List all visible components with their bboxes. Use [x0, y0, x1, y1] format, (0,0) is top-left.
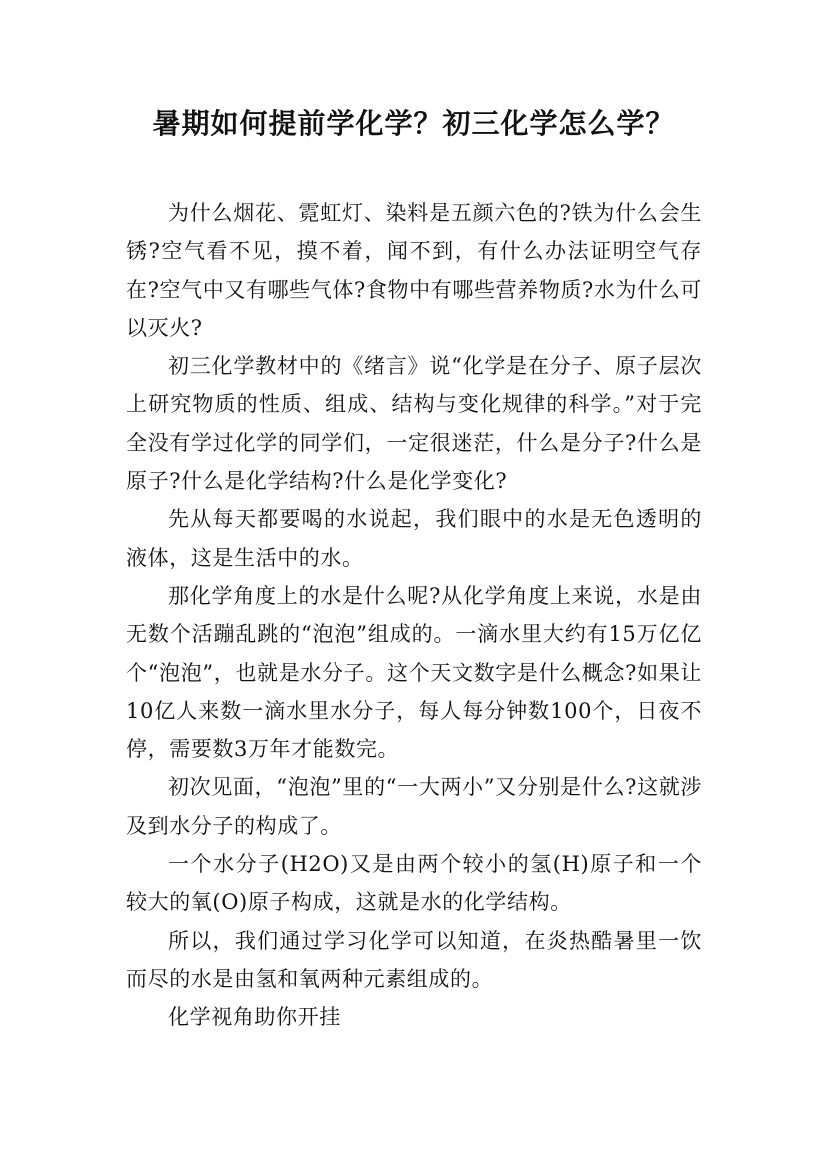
paragraph-5: 初次见面，“泡泡”里的“一大两小”又分别是什么?这就涉及到水分子的构成了。	[126, 775, 702, 838]
paragraph-2: 初三化学教材中的《绪言》说“化学是在分子、原子层次上研究物质的性质、组成、结构与变化规律的科学。”对于完全没有学过化学的同学们，一定很迷茫，什么是分子?什么是原子?什么是化学结构?什么是化学变化?	[126, 354, 702, 494]
paragraph-1: 为什么烟花、霓虹灯、染料是五颜六色的?铁为什么会生锈?空气看不见，摸不着，闻不到，有什么办法证明空气存在?空气中又有哪些气体?食物中有哪些营养物质?水为什么可以灭火?	[126, 201, 702, 340]
paragraph-7: 所以，我们通过学习化学可以知道，在炎热酷暑里一饮而尽的水是由氢和氧两种元素组成的。	[126, 928, 702, 991]
paragraph-3: 先从每天都要喝的水说起，我们眼中的水是无色透明的液体，这是生活中的水。	[126, 507, 702, 570]
document-title: 暑期如何提前学化学？初三化学怎么学？	[152, 107, 675, 140]
paragraph-6: 一个水分子(H2O)又是由两个较小的氢(H)原子和一个较大的氧(O)原子构成，这就是水的化学结构。	[126, 852, 702, 915]
section-heading: 化学视角助你开挂	[168, 1005, 341, 1030]
document-body	[126, 194, 702, 1037]
paragraph-4: 那化学角度上的水是什么呢?从化学角度上来说，水是由无数个活蹦乱跳的“泡泡”组成的。一滴水里大约有15万亿亿个“泡泡”，也就是水分子。这个天文数字是什么概念?如果让10亿人来数一滴水里水分子，每人每分钟数100个，日夜不停，需要数3万年才能数完。	[126, 583, 702, 762]
